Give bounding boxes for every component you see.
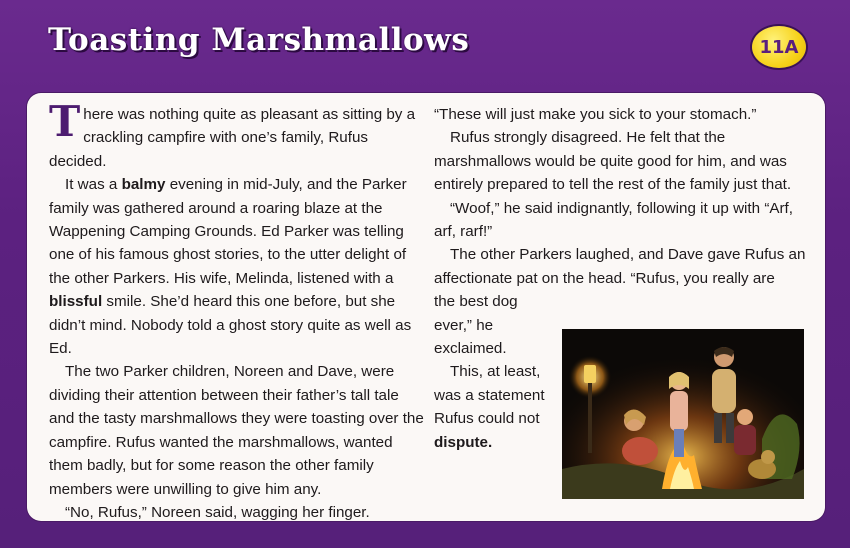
vocab-word-dispute: dispute. (434, 433, 493, 451)
drop-cap: T (49, 97, 81, 146)
paragraph-8-line-3: exclaimed. (434, 340, 507, 358)
paragraph-9-line-1: This, at least, (450, 363, 541, 381)
paragraph-1 (49, 97, 425, 173)
paragraph-2 (49, 173, 425, 360)
paragraph-3: The two Parker children, Noreen and Dave, were dividing their attention between their father’s tall tale and the tasty marshmallows they were toasting over the campfire. Rufus wanted the marshmallows, wanted them badly, but for some reason the other family members were unwilling to give him any. (49, 363, 424, 498)
father-figure (712, 369, 736, 413)
paragraph-2-text-c: smile. She’d heard this one before, but she didn’t mind. Nobody told a ghost story quite as well as Ed. (49, 293, 412, 358)
page-title: Toasting Marshmallows (48, 22, 470, 58)
paragraph-8: The other Parkers laughed, and Dave gave Rufus an affectionate pat on the head. “Rufus, you really are (434, 246, 806, 287)
campfire-illustration (562, 329, 804, 499)
paragraph-5: “These will just make you sick to your stomach.” (434, 106, 757, 123)
campfire-photo (562, 329, 804, 499)
story-column-left (49, 97, 425, 524)
paragraph-7: “Woof,” he said indignantly, following it up with “Arf, arf, rarf!” (434, 199, 794, 241)
paragraph-9-line-3: Rufus could not (434, 410, 540, 428)
paragraph-2-text-a: It was a (65, 176, 122, 194)
lesson-badge: 11A (752, 26, 806, 68)
paragraph-1-text: here was nothing quite as pleasant as sitting by a crackling campfire with one’s family, Rufus decided. (49, 106, 416, 170)
paragraph-9-line-2: was a statement (434, 386, 545, 404)
paragraph-4: “No, Rufus,” Noreen said, wagging her finger. (65, 503, 370, 521)
mother-figure (622, 437, 658, 465)
vocab-word-blissful: blissful (49, 293, 103, 311)
vocab-word-balmy: balmy (121, 176, 166, 194)
paragraph-8-line-2: ever,” he (434, 316, 494, 334)
girl-figure (670, 391, 688, 431)
paragraph-2-text-b: evening in mid-July, and the Parker family was gathered around a roaring blaze at the Wappening Camping Grounds. Ed Parker was telling one of his famous ghost stories, to the utter delight of the other Parkers. His wife, Melinda, listened with a (49, 176, 407, 287)
story-panel (27, 93, 825, 521)
paragraph-8-line-1: the best dog (434, 293, 518, 311)
boy-figure (734, 425, 756, 455)
lantern-icon (584, 365, 596, 383)
paragraph-6: Rufus strongly disagreed. He felt that the marshmallows would be quite good for him, and was entirely prepared to tell the rest of the family just that. (434, 129, 792, 194)
